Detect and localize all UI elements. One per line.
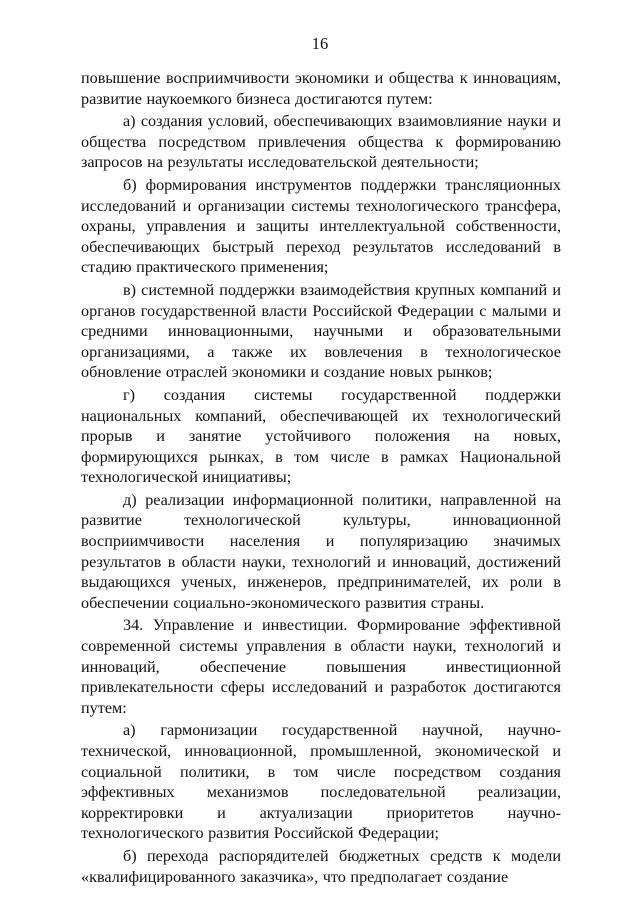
paragraph-item-d: д) реализации информационной политики, направленной на развитие технологической культуры, инновационной восприимчивости населения и популяризацию значимых результатов в области науки, технологий и инноваций, достижений выдающихся ученых, инженеров, предпринимателей, их роли в обеспечении социально-экономического развития страны. (81, 490, 561, 612)
paragraph-intro-continuation: повышение восприимчивости экономики и общества к инновациям, развитие наукоемкого бизнеса достигаются путем: (81, 69, 561, 108)
paragraph-item-v: в) системной поддержки взаимодействия крупных компаний и органов государственной власти Российской Федерации с малыми и средними инновационными, научными и образовательными организациями, а также их вовлечения в технологическое обновление отраслей экономики и создание новых рынков; (81, 280, 561, 382)
paragraph-item-a: а) создания условий, обеспечивающих взаимовлияние науки и общества посредством привлечения общества к формированию запросов на результаты исследовательской деятельности; (81, 112, 561, 172)
paragraph-item-g: г) создания системы государственной поддержки национальных компаний, обеспечивающей их технологический прорыв и занятие устойчивого положения на новых, формирующихся рынках, в том числе в рамках Национальной технологической инициативы; (81, 385, 561, 487)
paragraph-section-34-item-a: а) гармонизации государственной научной, научно-технической, инновационной, промышленной, экономической и социальной политики, в том числе посредством создания эффективных механизмов последовательной реализации, корректировки и актуализации приоритетов научно-технологического развития Российской Федерации; (81, 721, 561, 843)
paragraph-section-34-item-b: б) перехода распорядителей бюджетных средств к модели «квалифицированного заказчика», что предполагает создание (81, 846, 561, 886)
document-body (81, 68, 561, 887)
page-number: 16 (311, 34, 329, 53)
paragraph-item-b: б) формирования инструментов поддержки трансляционных исследований и организации системы технологического трансфера, охраны, управления и защиты интеллектуальной собственности, обеспечивающих быстрый переход результатов исследований в стадию практического применения; (81, 175, 561, 277)
paragraph-section-34: 34. Управление и инвестиции. Формирование эффективной современной системы управления в области науки, технологий и инноваций, обеспечение повышения инвестиционной привлекательности сферы исследований и разработок достигаются путем: (81, 616, 561, 717)
